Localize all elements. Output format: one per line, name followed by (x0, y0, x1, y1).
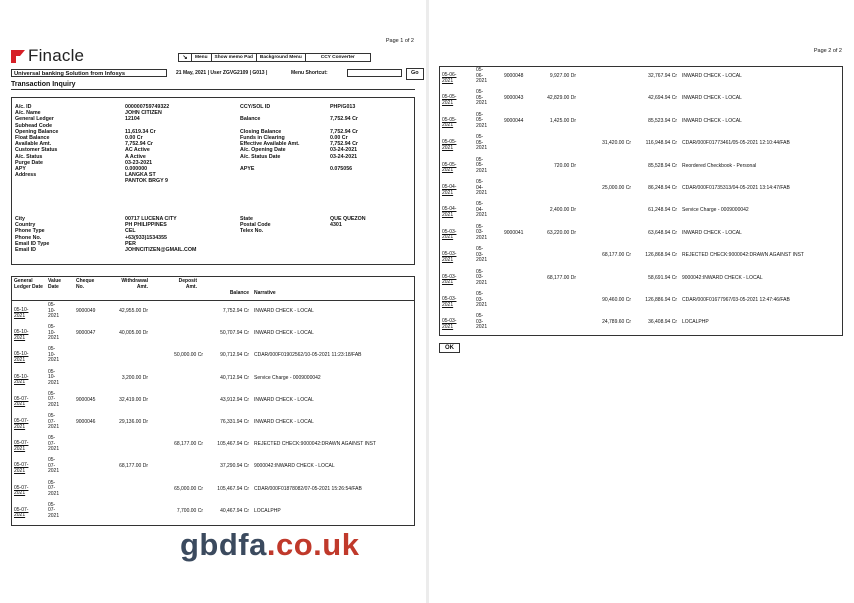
account-field-label: Float Balance (15, 135, 50, 141)
cheque-number: 9000041 (504, 229, 524, 236)
withdrawal-amount: 1,425.00 Dr (549, 117, 576, 124)
cheque-number: 9000049 (76, 308, 96, 314)
value-date: 05-04-2021 (476, 201, 488, 219)
balance: 43,912.94 Cr (220, 396, 249, 403)
withdrawal-amount: 32,419.00 Dr (119, 396, 148, 403)
account-field-value: AC Active (125, 147, 150, 154)
value-date: 05-03-2021 (476, 223, 488, 241)
contact-field-value: CEL (125, 228, 136, 235)
narrative: INWARD CHECK - LOCAL (682, 117, 742, 124)
contact-field-value: QUE QUEZON (330, 216, 366, 222)
gl-date-link[interactable]: 05-07-2021 (14, 506, 29, 519)
balance: 32,767.94 Cr (648, 73, 677, 79)
value-date: 05-07-2021 (48, 413, 60, 430)
narrative: LOCALPHP (682, 319, 709, 326)
value-date: 05-07-2021 (48, 390, 60, 408)
account-field-label: Purge Date (15, 159, 43, 166)
account-field-value: 7,752.94 Cr (330, 128, 358, 135)
account-field-value: 03-24-2021 (330, 153, 358, 160)
value-date: 05-10-2021 (48, 302, 60, 319)
balance: 61,248.94 Cr (648, 207, 677, 214)
header-value-date: Value Date (48, 278, 62, 290)
memo-pad-button[interactable]: Show memo Pad (211, 53, 257, 62)
value-date: 05-05-2021 (476, 134, 488, 152)
gl-date-link[interactable]: 05-03-2021 (442, 296, 457, 308)
narrative: 9000042:INWARD CHECK - LOCAL (254, 463, 335, 470)
value-date: 05-07-2021 (48, 479, 60, 497)
table-row (12, 436, 414, 458)
account-field-label: Available Amt. (15, 141, 52, 148)
deposit-amount: 31,420.00 Cr (602, 140, 631, 147)
value-date: 05-03-2021 (476, 268, 488, 286)
transaction-table-continued (439, 66, 843, 336)
contact-field-value: +63(933)1534355 (125, 234, 167, 241)
table-row (440, 314, 842, 336)
value-date: 05-05-2021 (476, 89, 488, 107)
contact-field-label: Telex No. (240, 228, 264, 235)
contact-field-label: Country (15, 222, 36, 229)
withdrawal-amount: 68,177.00 Dr (547, 274, 576, 281)
watermark-domain: gbdfa (180, 527, 267, 562)
cheque-number: 9000044 (504, 117, 524, 124)
balance: 36,408.94 Cr (648, 319, 677, 326)
account-field-label: Address (15, 172, 37, 179)
account-field-value: 7,752.94 Cr (330, 141, 358, 148)
account-field-value: 12104 (125, 116, 140, 123)
account-field-value: 11,619.34 Cr (125, 128, 156, 135)
menu-shortcut-label: Menu Shortcut: (291, 70, 328, 76)
table-row (440, 270, 842, 292)
contact-field-label: State (240, 216, 253, 222)
account-field-label: APYE (240, 166, 255, 172)
balance: 58,691.94 Cr (648, 274, 677, 281)
deposit-amount: 68,177.00 Cr (602, 252, 631, 259)
table-row (440, 225, 842, 247)
balance: 85,523.94 Cr (648, 117, 677, 124)
withdrawal-amount: 29,136.00 Dr (119, 419, 148, 425)
balance: 50,707.94 Cr (220, 330, 249, 337)
menu-button[interactable]: Menu (191, 53, 212, 62)
value-date: 05-03-2021 (476, 291, 488, 308)
balance: 105,467.94 Cr (217, 485, 249, 492)
account-field-value: PANTOK BRGY 9 (125, 178, 168, 185)
withdrawal-amount: 40,005.00 Dr (119, 330, 148, 337)
table-row (12, 414, 414, 436)
withdrawal-amount: 63,220.00 Dr (547, 229, 576, 236)
narrative: CDAR/000F01878082/07-05-2021 15:26:54/FAB (254, 485, 362, 492)
narrative: CDAR/000F01677967/03-05-2021 12:47:46/FAB (682, 297, 790, 303)
account-details (11, 97, 415, 265)
gl-date-link[interactable]: 05-07-2021 (14, 440, 29, 452)
contact-field-value: PER (125, 240, 136, 247)
cheque-number: 9000046 (76, 419, 96, 425)
background-menu-button[interactable]: Background Menu (256, 53, 306, 62)
statement-page-2 (429, 0, 854, 603)
narrative: CDAR/000F01902562/10-05-2021 11:23:18/FAB (254, 352, 362, 359)
narrative: INWARD CHECK - LOCAL (254, 419, 314, 425)
menu-shortcut-input[interactable] (347, 69, 402, 77)
session-info: 21 May, 2021 | User ZGVG2109 | G013 | (176, 70, 268, 76)
gl-date-link[interactable]: 05-07-2021 (14, 462, 29, 474)
account-field-label: A/c. Status (15, 153, 43, 160)
account-field-label: Customer Status (15, 147, 58, 154)
balance: 85,528.94 Cr (648, 162, 677, 169)
table-row (440, 247, 842, 269)
deposit-amount: 24,789.60 Cr (602, 319, 631, 326)
narrative: LOCALPHP (254, 507, 281, 514)
cheque-number: 9000047 (76, 330, 96, 337)
contact-field-value: 00717 LUCENA CITY (125, 216, 177, 222)
account-field-value: JOHN CITIZEN (125, 110, 162, 117)
account-field-label: A/c. Status Date (240, 153, 281, 160)
value-date: 05-10-2021 (48, 324, 60, 342)
account-field-label: Effective Available Amt. (240, 141, 300, 148)
withdrawal-amount: 2,400.00 Dr (549, 207, 576, 214)
table-row (440, 113, 842, 135)
value-date: 05-07-2021 (48, 501, 60, 519)
balance: 116,948.94 Cr (645, 140, 677, 147)
deposit-amount: 25,000.00 Cr (602, 185, 631, 191)
session-bar (11, 69, 419, 78)
account-field-label: A/c. ID (15, 104, 32, 110)
table-row (12, 325, 414, 347)
go-button[interactable]: Go (406, 68, 424, 80)
deposit-amount: 90,460.00 Cr (602, 297, 631, 303)
contact-field-label: Email ID Type (15, 240, 50, 247)
table-row (440, 292, 842, 314)
value-date: 05-10-2021 (48, 346, 60, 364)
balance: 126,868.94 Cr (645, 252, 677, 259)
gl-date-link[interactable]: 05-05-2021 (442, 116, 457, 129)
gl-date-link[interactable]: 05-07-2021 (14, 484, 29, 497)
table-row (12, 481, 414, 503)
value-date: 05-06-2021 (476, 67, 488, 84)
value-date: 05-07-2021 (48, 435, 60, 453)
gl-date-link[interactable]: 05-03-2021 (442, 251, 457, 263)
narrative: Service Charge - 0009000042 (682, 207, 749, 214)
page-title: Transaction Inquiry (11, 81, 415, 90)
account-field-value: PHP/G013 (330, 104, 356, 110)
gl-date-link[interactable]: 05-03-2021 (442, 273, 457, 286)
gl-date-link[interactable]: 05-04-2021 (442, 184, 457, 196)
account-field-value: 000000759749322 (125, 104, 170, 110)
gl-date-link[interactable]: 05-03-2021 (442, 318, 457, 330)
value-date: 05-03-2021 (476, 313, 488, 331)
deposit-amount: 50,000.00 Cr (174, 352, 203, 359)
value-date: 05-07-2021 (48, 457, 60, 475)
table-row (440, 158, 842, 180)
narrative: CDAR/000F01773461/05-05-2021 12:10:44/FAB (682, 140, 790, 147)
narrative: CDAR/000F01735313/04-05-2021 13:14:47/FAB (682, 185, 790, 191)
transaction-table (11, 276, 415, 526)
statement-page-1 (0, 0, 426, 603)
narrative: INWARD CHECK - LOCAL (254, 396, 314, 403)
watermark (180, 527, 359, 563)
account-field-label: APY (15, 166, 26, 172)
narrative: 9000042:INWARD CHECK - LOCAL (682, 274, 763, 281)
balance: 37,290.94 Cr (220, 463, 249, 470)
account-field-value: 0.000000 (125, 166, 148, 172)
ok-button[interactable]: OK (439, 343, 460, 353)
account-field-label: Closing Balance (240, 128, 282, 135)
finacle-logo-icon (11, 49, 25, 63)
contact-field-label: Email ID (15, 247, 36, 253)
balance: 90,712.94 Cr (220, 352, 249, 359)
value-date: 05-03-2021 (476, 246, 488, 264)
account-field-value: 0.00 Cr (125, 135, 143, 141)
balance: 86,248.94 Cr (648, 185, 677, 191)
table-row (12, 458, 414, 480)
narrative: REJECTED CHECK:9000042:DRAWN AGAINST INST (254, 441, 376, 448)
contact-field-value: PH PHILIPPINES (125, 222, 167, 229)
value-date: 05-04-2021 (476, 179, 488, 196)
withdrawal-amount: 42,829.00 Dr (547, 95, 576, 102)
header-balance: Balance (229, 290, 249, 296)
account-field-label: A/c. Opening Date (240, 147, 286, 154)
account-field-label: Subhead Code (15, 122, 53, 129)
gl-date-link[interactable]: 05-10-2021 (14, 351, 29, 363)
balance: 76,331.94 Cr (220, 419, 249, 425)
gl-date-link[interactable]: 05-07-2021 (14, 418, 29, 430)
deposit-amount: 65,000.00 Cr (174, 485, 203, 492)
account-field-value: 0.00 Cr (330, 135, 348, 141)
header-narrative: Narrative (254, 290, 276, 296)
page-number: Page 1 of 2 (385, 38, 414, 44)
finacle-logo (11, 47, 84, 65)
table-row (440, 68, 842, 90)
table-row (12, 392, 414, 414)
account-field-label: A/c. Name (15, 110, 41, 117)
account-field-value: 03-23-2021 (125, 159, 153, 166)
balance: 63,648.94 Cr (648, 229, 677, 236)
cheque-number: 9000043 (504, 95, 524, 102)
value-date: 05-05-2021 (476, 111, 488, 129)
table-row (440, 90, 842, 112)
contact-field-value: 4301 (330, 222, 342, 229)
gl-date-link[interactable]: 05-05-2021 (442, 161, 457, 174)
contact-field-label: Phone No. (15, 234, 42, 241)
account-field-value: 0.075056 (330, 166, 353, 172)
account-field-label: CCY/SOL ID (240, 104, 271, 110)
gl-date-link[interactable]: 05-04-2021 (442, 206, 457, 218)
balance: 40,712.94 Cr (220, 374, 249, 381)
narrative: Reordered Checkbook - Personal (682, 162, 757, 169)
gl-date-link[interactable]: 05-06-2021 (442, 72, 457, 84)
gl-date-link[interactable]: 05-03-2021 (442, 228, 457, 241)
toolbar (179, 53, 371, 62)
gl-date-link[interactable]: 05-10-2021 (14, 373, 29, 386)
balance: 40,467.94 Cr (220, 507, 249, 514)
balance: 7,752.94 Cr (222, 308, 249, 314)
narrative: Service Charge - 0009000042 (254, 374, 321, 381)
withdrawal-amount: 42,955.00 Dr (119, 308, 148, 314)
deposit-amount: 68,177.00 Cr (174, 441, 203, 448)
account-field-value: 7,752.94 Cr (125, 141, 153, 148)
account-field-value: LANGKA ST (125, 172, 156, 179)
gl-date-link[interactable]: 05-07-2021 (14, 395, 29, 408)
header-gl-date: General Ledger Date (14, 278, 43, 290)
deposit-amount: 7,700.00 Cr (176, 507, 203, 514)
withdrawal-amount: 68,177.00 Dr (119, 463, 148, 470)
table-row (12, 347, 414, 369)
withdrawal-amount: 720.00 Dr (554, 162, 576, 169)
account-field-value: A Active (125, 153, 146, 160)
withdrawal-amount: 9,927.00 Dr (549, 73, 576, 79)
withdrawal-amount: 3,200.00 Dr (121, 374, 148, 381)
table-row (440, 202, 842, 224)
account-field-label: Funds in Clearing (240, 135, 285, 141)
account-field-label: General Ledger (15, 116, 54, 123)
narrative: INWARD CHECK - LOCAL (254, 308, 314, 314)
balance: 42,694.94 Cr (648, 95, 677, 102)
gl-date-link[interactable]: 05-05-2021 (442, 139, 457, 151)
narrative: INWARD CHECK - LOCAL (682, 95, 742, 102)
value-date: 05-10-2021 (48, 368, 60, 386)
table-row (12, 503, 414, 525)
account-field-label: Balance (240, 116, 261, 123)
account-field-value: 7,752.94 Cr (330, 116, 358, 123)
balance: 126,886.94 Cr (645, 297, 677, 303)
page-number: Page 2 of 2 (813, 48, 842, 54)
watermark-tld: .co.uk (266, 527, 360, 562)
table-row (12, 303, 414, 325)
account-field-label: Opening Balance (15, 128, 59, 135)
gl-date-link[interactable]: 05-10-2021 (14, 329, 29, 341)
header-deposit: Deposit Amt. (178, 278, 197, 290)
cheque-number: 9000048 (504, 73, 524, 79)
narrative: INWARD CHECK - LOCAL (682, 73, 742, 79)
header-cheque: Cheque No. (76, 278, 95, 290)
gl-date-link[interactable]: 05-10-2021 (14, 307, 29, 319)
balance: 105,467.94 Cr (217, 441, 249, 448)
ccy-converter-button[interactable]: CCY Converter (305, 53, 371, 62)
cheque-number: 9000045 (76, 396, 96, 403)
narrative: INWARD CHECK - LOCAL (254, 330, 314, 337)
contact-field-label: Phone Type (15, 228, 45, 235)
table-row (440, 135, 842, 157)
tagline: Universal banking Solution from Infosys (11, 69, 167, 77)
table-row (12, 370, 414, 392)
contact-field-value: JOHNCITIZEN@GMAIL.COM (125, 247, 197, 253)
narrative: INWARD CHECK - LOCAL (682, 229, 742, 236)
header-withdrawal: Withdrawal Amt. (121, 278, 148, 290)
narrative: REJECTED CHECK:9000042:DRAWN AGAINST INST (682, 252, 804, 259)
table-row (440, 180, 842, 202)
gl-date-link[interactable]: 05-05-2021 (442, 94, 457, 106)
arrow-icon[interactable]: ↘ (178, 53, 192, 62)
contact-field-label: Postal Code (240, 222, 271, 229)
logo-text: Finacle (28, 46, 85, 65)
account-field-value: 03-24-2021 (330, 147, 358, 154)
contact-field-label: City (15, 216, 26, 222)
value-date: 05-05-2021 (476, 156, 488, 174)
